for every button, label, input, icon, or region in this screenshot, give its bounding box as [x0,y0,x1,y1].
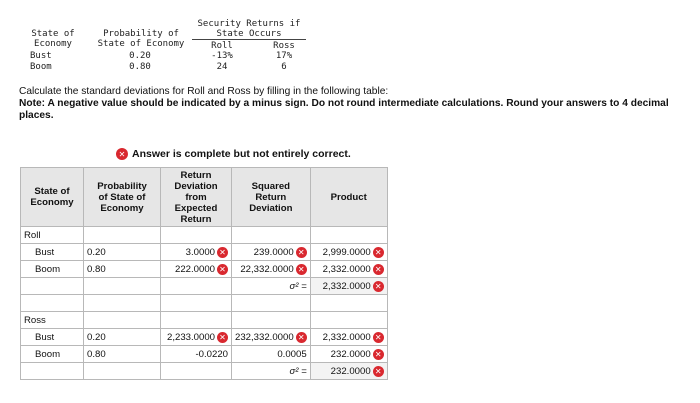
ross-boom-prob: 0.80 [84,346,161,363]
roll-boom-product-input[interactable]: 2,332.0000 [322,263,371,275]
table-row [21,363,388,380]
incorrect-x-icon: ✕ [373,264,384,275]
empty-cell [161,295,232,312]
header-sq-line3: Deviation [249,202,293,214]
table-row [21,329,388,346]
empty-cell [232,227,311,244]
roll-boom-product-cell[interactable] [310,261,387,278]
ross-boom-dev-input[interactable]: -0.0220 [195,348,228,360]
given-row-bust-prob: 0.20 [129,51,151,61]
header-dev-line3: from [185,191,207,203]
table-row [21,346,388,363]
roll-boom-prob: 0.80 [84,261,161,278]
given-row-boom-state: Boom [30,62,52,72]
section-label-ross: Ross [21,312,84,329]
sigma-squared-label: σ² = [289,280,307,292]
given-col-roll: Roll [211,41,233,51]
header-dev [161,168,232,227]
roll-bust-dev-input[interactable]: 3.0000 [185,246,215,258]
section-row-roll [21,227,388,244]
roll-boom-sq-input[interactable]: 22,332.0000 [240,263,294,275]
ross-bust-product-cell[interactable] [310,329,387,346]
ross-bust-sq-cell[interactable] [232,329,311,346]
ross-bust-dev-cell[interactable] [161,329,232,346]
given-returns-line1: Security Returns if [197,19,301,29]
roll-bust-sq-input[interactable]: 239.0000 [253,246,294,258]
given-col-state-line1: State of [31,29,75,39]
incorrect-x-icon: ✕ [373,281,384,292]
header-product-line1: Product [330,191,367,203]
header-prob [84,168,161,227]
roll-bust-product-input[interactable]: 2,999.0000 [322,246,371,258]
header-dev-line1: Return [180,169,212,181]
header-prob-line3: Economy [100,202,144,214]
empty-cell [161,363,232,380]
given-row-boom-roll: 24 [216,62,228,72]
ross-variance-label [232,363,311,380]
incorrect-x-icon: ✕ [373,349,384,360]
ross-boom-product-input[interactable]: 232.0000 [330,348,371,360]
header-prob-line1: Probability [97,180,147,192]
roll-bust-dev-cell[interactable] [161,244,232,261]
roll-boom-dev-input[interactable]: 222.0000 [174,263,215,275]
empty-cell [232,295,311,312]
header-product [310,168,387,227]
empty-cell [310,295,387,312]
given-col-state-header [28,29,78,49]
ross-bust-dev-input[interactable]: 2,233.0000 [166,331,215,343]
given-col-ross: Ross [273,41,295,51]
given-returns-header [192,19,306,40]
given-row-boom-ross: 6 [281,62,287,72]
roll-variance-cell[interactable] [310,278,387,295]
empty-cell [84,227,161,244]
incorrect-x-icon: ✕ [217,264,228,275]
roll-bust-state: Bust [21,244,84,261]
header-sq [232,168,311,227]
header-sq-line1: Squared [251,180,291,192]
empty-cell [21,278,84,295]
empty-cell [84,312,161,329]
ross-bust-state: Bust [21,329,84,346]
ross-boom-state: Boom [21,346,84,363]
header-state-line2: Economy [30,197,74,208]
incorrect-x-icon: ✕ [373,366,384,377]
header-prob-line2: of State of [98,191,146,203]
ross-boom-dev-cell[interactable] [161,346,232,363]
header-dev-line2: Deviation [174,180,218,192]
empty-cell [161,227,232,244]
answer-table [20,167,388,380]
roll-bust-sq-cell[interactable] [232,244,311,261]
ross-bust-product-input[interactable]: 2,332.0000 [322,331,371,343]
empty-cell [84,363,161,380]
section-label-roll: Roll [21,227,84,244]
ross-boom-product-cell[interactable] [310,346,387,363]
given-row-boom-prob: 0.80 [129,62,151,72]
header-state-line1: State of [34,186,70,197]
empty-cell [21,363,84,380]
table-row [21,278,388,295]
header-state [21,168,84,227]
roll-variance-label [232,278,311,295]
roll-variance-input[interactable]: 2,332.0000 [322,280,371,292]
ross-bust-sq-input[interactable]: 232,332.0000 [235,331,294,343]
header-dev-line5: Return [180,213,212,225]
roll-bust-product-cell[interactable] [310,244,387,261]
header-sq-line2: Return [255,191,287,203]
ross-variance-cell[interactable] [310,363,387,380]
given-row-bust-ross: 17% [275,51,293,61]
incorrect-x-icon: ✕ [373,332,384,343]
ross-boom-sq-cell[interactable] [232,346,311,363]
table-row [21,244,388,261]
roll-bust-prob: 0.20 [84,244,161,261]
header-dev-line4: Expected [174,202,218,214]
instructions-line1: Calculate the standard deviations for Roll and Ross by filling in the following table: [19,86,389,97]
table-header-row [21,168,388,227]
given-row-bust-state: Bust [30,51,52,61]
sigma-squared-label: σ² = [289,365,307,377]
roll-boom-dev-cell[interactable] [161,261,232,278]
answer-status-text: Answer is complete but not entirely correct. [132,148,351,160]
table-row [21,261,388,278]
ross-boom-sq-input[interactable]: 0.0005 [277,348,307,360]
incorrect-x-icon: ✕ [296,332,307,343]
answer-status-banner [116,148,351,160]
given-col-state-line2: Economy [34,39,72,49]
x-circle-icon: ✕ [116,148,128,160]
incorrect-x-icon: ✕ [217,332,228,343]
given-row-bust-roll: -13% [211,51,233,61]
ross-variance-input[interactable]: 232.0000 [330,365,371,377]
given-col-prob-line2: State of Economy [97,39,185,49]
table-row [21,295,388,312]
given-returns-line2: State Occurs [192,29,306,40]
empty-cell [161,278,232,295]
empty-cell [310,227,387,244]
incorrect-x-icon: ✕ [373,247,384,258]
empty-cell [21,295,84,312]
instructions-note: Note: A negative value should be indicated by a minus sign. Do not round intermediate calculations. Round your answers to 4 decimal places. [19,98,669,121]
ross-bust-prob: 0.20 [84,329,161,346]
incorrect-x-icon: ✕ [296,247,307,258]
roll-boom-state: Boom [21,261,84,278]
section-row-ross [21,312,388,329]
empty-cell [84,295,161,312]
given-col-prob-header [92,29,190,49]
empty-cell [161,312,232,329]
incorrect-x-icon: ✕ [296,264,307,275]
empty-cell [310,312,387,329]
empty-cell [232,312,311,329]
incorrect-x-icon: ✕ [217,247,228,258]
instructions [19,86,679,122]
empty-cell [84,278,161,295]
roll-boom-sq-cell[interactable] [232,261,311,278]
given-col-prob-line1: Probability of [103,29,179,39]
